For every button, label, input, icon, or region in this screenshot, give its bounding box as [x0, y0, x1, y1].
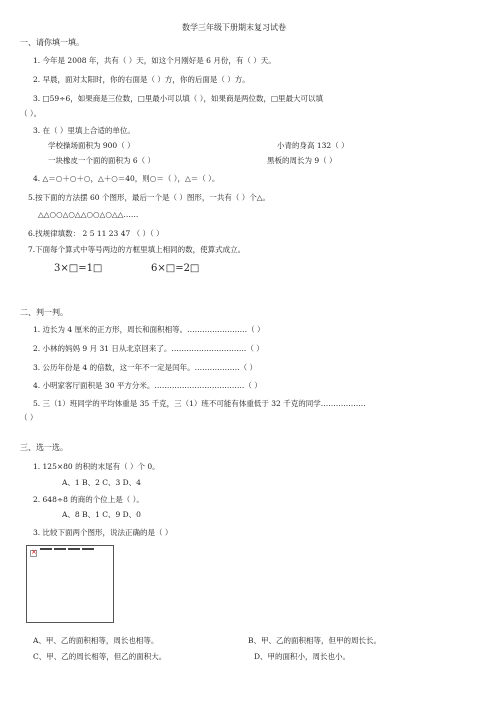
s3-option-d: D、甲的面积小，周长也小。 [254, 652, 351, 661]
s3-question-3: 3. 比较下面两个图形，说法正确的是（ ） [33, 528, 173, 537]
s1-question-4d: 一块橡皮一个面的面积为 6（ ） [48, 156, 156, 165]
section-2-heading: 二、判一判。 [20, 308, 68, 317]
page-title: 数学三年级下册期末复习试卷 [182, 23, 286, 32]
s3-option-c: C、甲、乙的周长相等，但乙的面积大。 [33, 652, 167, 661]
figure-mark [40, 548, 52, 550]
s2-question-5a: 5. 三（1）班同学的平均体重是 35 千克，三（1）班不可能有体重低于 32 千克的同学……………… [33, 399, 366, 408]
s1-question-1: 1. 今年是 2008 年，共有（ ）天，如这个月刚好是 6 月份，有（ ）天。 [33, 56, 276, 65]
s3-option-a: A、甲、乙的面积相等，周长也相等。 [33, 636, 159, 645]
s2-question-3: 3. 公历年份是 4 的倍数，这一年不一定是闰年。………………（ ） [33, 363, 257, 372]
s1-question-4e: 黑板的周长为 9（ ） [267, 156, 337, 165]
s1-question-7: 6.找规律填数： 2 5 11 23 47 （ ）（ ） [28, 229, 164, 238]
s1-question-6a: 5.按下面的方法摆 60 个图形，最后一个是（ ）图形，一共有（ ）个△。 [28, 193, 271, 202]
s2-question-1: 1. 边长为 4 厘米的正方形，周长和面积相等。……………………（ ） [33, 325, 265, 334]
s1-question-2: 2. 早晨，面对太阳时，你的右面是（ ）方，你的后面是（ ）方。 [33, 75, 250, 84]
s3-question-2: 2. 648÷8 的商的个位上是（ ）。 [33, 495, 144, 504]
s2-question-5b: （ ） [20, 413, 38, 422]
broken-image-icon [30, 550, 37, 557]
s1-question-3b: （ ）。 [20, 109, 42, 118]
figure-mark [54, 548, 66, 550]
figure-mark [68, 548, 80, 550]
section-1-heading: 一、请你填一填。 [20, 38, 84, 47]
s1-question-5: 4. △＝○＋○＋○，△＋○＝40，则○＝（ ），△＝（ ）。 [33, 174, 220, 183]
s1-question-4a: 3. 在（ ）里填上合适的单位。 [33, 126, 135, 135]
s1-question-6b: △△○○△○△△○○△○△△…… [38, 210, 139, 219]
s2-question-2: 2. 小林的妈妈 9 月 31 日从北京回来了。…………………………（ ） [33, 344, 264, 353]
s1-question-3a: 3. □59÷6，如果商是三位数，□里最小可以填（ ），如果商是两位数，□里最大可以填 [33, 94, 324, 103]
figure-placeholder [26, 545, 114, 623]
s1-equation-a: 3×□=1□ [54, 263, 103, 274]
section-3-heading: 三、选一选。 [20, 443, 68, 452]
s3-option-b: B、甲、乙的面积相等，但甲的周长长。 [248, 636, 382, 645]
s2-question-4: 4. 小明家客厅面积是 30 平方分米。………………………………（ ） [33, 381, 262, 390]
s1-question-4b: 学校操场面积为 900（ ） [48, 141, 135, 150]
s1-question-4c: 小青的身高 132（ ） [277, 141, 349, 150]
figure-mark [82, 548, 94, 550]
s1-equation-b: 6×□=2□ [151, 263, 200, 274]
s1-question-8: 7.下面每个算式中等号两边的方框里填上相同的数，使算式成立。 [28, 245, 246, 254]
s3-question-2-options: A、8 B、1 C、9 D、0 [62, 510, 141, 519]
s3-question-1: 1. 125×80 的积的末尾有（ ）个 0。 [33, 462, 160, 471]
s3-question-1-options: A、1 B、2 C、3 D、4 [62, 478, 141, 487]
